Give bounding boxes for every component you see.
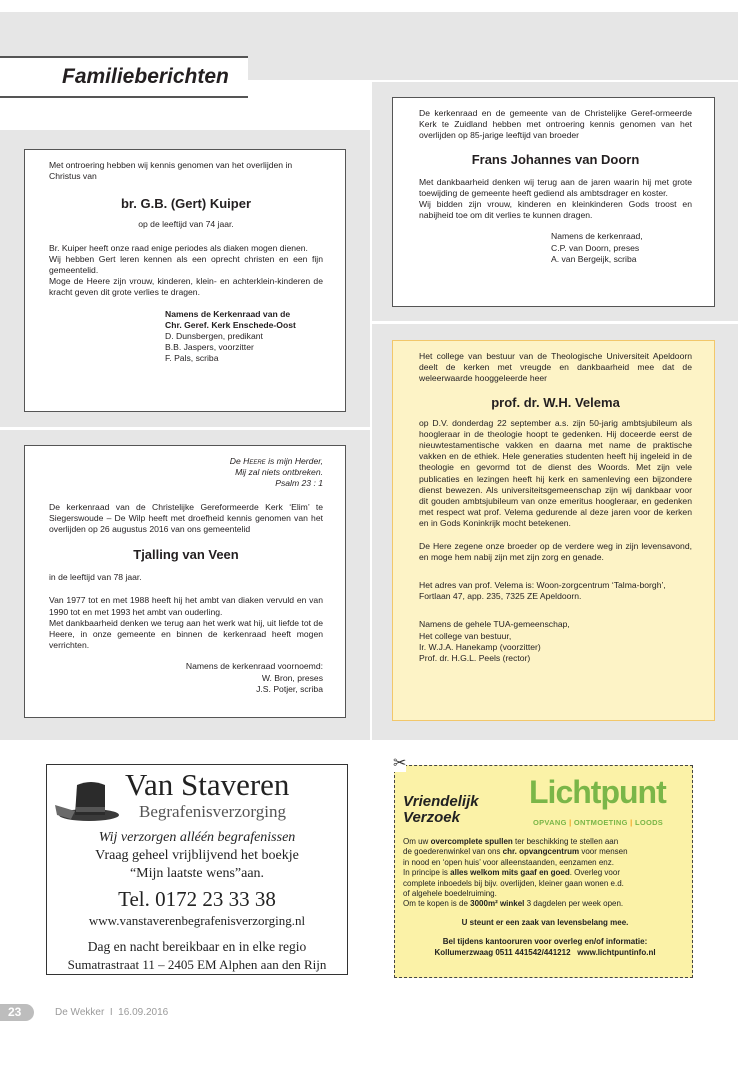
notice-kuiper (24, 149, 346, 412)
vandoorn-p1: Met dankbaarheid denken wij terug aan de jaren waarin hij met grote toewijding de gemeente heeft gediend als ambtsdrager en koster. (419, 176, 692, 198)
lichtpunt-b3: in nood en ‘open huis’ voor alleenstaanden, eenzamen enz. (403, 857, 614, 867)
vanveen-verse1b: Heere (243, 456, 266, 466)
vanstaveren-phone: Tel. 0172 23 33 38 (118, 887, 276, 911)
lichtpunt-tagline (533, 818, 663, 827)
lichtpunt-title1: Vriendelijk (403, 793, 479, 810)
vanveen-p2: Met dankbaarheid denken we terug aan het werk wat hij, uit liefde tot de Heere, in onze gemeente en binnen de kerkenraad heeft mogen verrichten. (49, 617, 323, 651)
kuiper-sign1: Namens de Kerkenraad van de (165, 308, 291, 319)
vanveen-intro: De kerkenraad van de Christelijke Gereformeerde Kerk ‘Elim’ te Siegerswoude – De Wilp heeft met droefheid kennis genomen van het overlijden op 26 augustus 2016 van ons gemeentelid (49, 501, 323, 535)
lichtpunt-b1 (403, 837, 687, 847)
lichtpunt-b2 (403, 847, 687, 857)
kuiper-sign2: Chr. Geref. Kerk Enschede-Oost (165, 319, 296, 330)
right-panel-mid-separator (372, 321, 738, 324)
vanveen-verse1 (49, 456, 323, 467)
lichtpunt-b1c: ter beschikking te stellen aan (512, 837, 619, 846)
lichtpunt-b7a: Om te kopen is de (403, 899, 471, 909)
kuiper-sign4: B.B. Jaspers, voorzitter (165, 342, 254, 353)
kuiper-intro: Met ontroering hebben wij kennis genomen van het overlijden in Christus van (49, 160, 293, 182)
top-hat-icon (53, 775, 123, 825)
vandoorn-sign2: C.P. van Doorn, preses (551, 242, 640, 253)
vandoorn-p2: Wij bidden zijn vrouw, kinderen en kleinkinderen Gods troost en nabijheid toe om dit verlies te kunnen dragen. (419, 199, 692, 221)
vanveen-age: in de leeftijd van 78 jaar. (49, 572, 142, 583)
kuiper-signature (49, 309, 323, 365)
lichtpunt-b4a: In principe is (403, 868, 451, 878)
vanstaveren-line3: “Mijn laatste wens”aan. (129, 866, 265, 881)
kuiper-sign5: F. Pals, scriba (165, 353, 219, 364)
right-header-band (248, 56, 738, 80)
vanveen-verse3: Psalm 23 : 1 (275, 478, 323, 489)
right-panel-top-separator (372, 80, 738, 82)
vanstaveren-line4: Dag en nacht bereikbaar en in elke regio (87, 939, 307, 954)
vanveen-sign3: J.S. Potjer, scriba (256, 683, 323, 694)
kuiper-p3: Moge de Heere zijn vrouw, kinderen, klein- en achterklein-kinderen de kracht geven dit grote verlies te dragen. (49, 276, 323, 298)
left-panel-mid-separator (0, 427, 370, 430)
vanveen-verse1a: De (229, 456, 244, 466)
lichtpunt-logo: Lichtpunt (529, 774, 666, 810)
lichtpunt-title (403, 794, 479, 826)
velema-signature (419, 619, 692, 664)
vanveen-sign1: Namens de kerkenraad voornoemd: (185, 661, 323, 672)
kuiper-name: br. G.B. (Gert) Kuiper (120, 196, 251, 212)
header-rule-top (0, 56, 248, 58)
lichtpunt-call: Bel tijdens kantooruren voor overleg en/of informatie: (442, 937, 648, 947)
lichtpunt-body (403, 837, 687, 958)
lichtpunt-b7 (403, 899, 687, 909)
notice-vandoorn (392, 97, 715, 307)
lichtpunt-b7c: 3 dagdelen per week open. (524, 899, 624, 909)
lichtpunt-b5: complete inboedels bij bijv. overlijden, kleiner gaan wonen e.d. (403, 878, 624, 888)
header-rule-bottom (0, 96, 248, 98)
vanveen-p1: Van 1977 tot en met 1988 heeft hij het ambt van diaken vervuld en van 1990 tot en met 1993 het ambt van ouderling. (49, 595, 323, 617)
lichtpunt-support: U steunt er een zaak van levensbelang mee. (461, 917, 629, 927)
vanstaveren-line5: Sumatrastraat 11 – 2405 EM Alphen aan den Rijn (67, 957, 327, 972)
velema-sign1: Namens de gehele TUA-gemeenschap, (419, 619, 570, 630)
vanstaveren-web: www.vanstaverenbegrafenisverzorging.nl (88, 913, 306, 928)
right-panel-separator (370, 80, 372, 740)
notice-vanveen (24, 445, 346, 718)
notice-velema (392, 340, 715, 721)
kuiper-age: op de leeftijd van 74 jaar. (138, 219, 234, 230)
vanveen-signature (49, 661, 323, 695)
lichtpunt-b1b: overcomplete spullen (430, 837, 513, 846)
vanstaveren-name: Van Staveren (125, 767, 290, 802)
vanstaveren-subtitle: Begrafenisverzorging (139, 802, 286, 821)
lichtpunt-tag2: ONTMOETING (573, 818, 628, 827)
velema-p3: Het adres van prof. Velema is: Woon-zorgcentrum ‘Talma-borgh’, Fortlaan 47, app. 235, 7325 ZE Apeldoorn. (419, 580, 666, 602)
vanveen-name: Tjalling van Veen (133, 547, 239, 563)
lichtpunt-b4 (403, 868, 687, 878)
lichtpunt-b2b: chr. opvangcentrum (502, 847, 580, 857)
velema-sign3: Ir. W.J.A. Hanekamp (voorzitter) (419, 641, 541, 652)
top-band (0, 12, 738, 56)
page-number: 23 (8, 1005, 22, 1019)
velema-sign4: Prof. dr. H.G.L. Peels (rector) (419, 653, 531, 664)
kuiper-p2: Wij hebben Gert leren kennen als een oprecht christen en een fijn gemeentelid. (49, 253, 323, 276)
vanveen-verse2: Mij zal niets ontbreken. (235, 467, 323, 478)
ad-vanstaveren (46, 764, 348, 975)
kuiper-sign3: D. Dunsbergen, predikant (165, 331, 263, 342)
issue-label: De Wekker I 16.09.2016 (55, 1007, 169, 1018)
lichtpunt-contact: Kollumerzwaag 0511 441542/441212 www.lichtpuntinfo.nl (434, 947, 656, 957)
velema-sign2: Het college van bestuur, (419, 630, 512, 641)
vandoorn-signature (419, 231, 692, 265)
vanstaveren-body (47, 829, 347, 974)
velema-intro: Het college van bestuur van de Theologische Universiteit Apeldoorn deelt de kerken met vreugde en dankbaarheid mee dat de weleerwaarde hooggeleerde heer (419, 351, 692, 384)
lichtpunt-b2a: de goederenwinkel van ons (403, 847, 503, 857)
section-title: Familieberichten (62, 65, 229, 88)
velema-p2: De Here zegene onze broeder op de verdere weg in zijn levensavond, en moge hem nabij zijn met zijn zorg en genade. (419, 540, 692, 562)
velema-p1: op D.V. donderdag 22 september a.s. zijn 50-jarig ambtsjubileum als hoogleraar in de theologie hoopt te gedenken. Hij doceerde eerst de nieuwtestamentische vakken en daarna met name de praktische vakken en de ethiek. Hele generaties studenten heeft hij ingeleid in de theologie en gevormd tot de dienst des Woords. Met zijn vele publicaties en lezingen heeft hij kerk en samenleving een bijzondere dienst bewezen. Als universiteitsgemeenschap zijn wij dankbaar voor dit gouden ambtsjubileum van onze emeritus hoogleraar, en gedenken met respect wat prof. Velema gedurende al deze jaren voor de kerken en in Gods Koninkrijk mocht betekenen. (419, 417, 692, 529)
lichtpunt-tag1: OPVANG (533, 818, 567, 827)
vandoorn-sign3: A. van Bergeijk, scriba (551, 253, 637, 264)
ad-lichtpunt (393, 755, 693, 978)
vandoorn-intro: De kerkenraad en de gemeente van de Christelijke Geref-ormeerde Kerk te Zuidland hebben met ontroering kennis genomen van het overlijden op 85-jarige leeftijd van broeder (419, 108, 692, 141)
tag-divider-1: | (566, 818, 574, 827)
vanveen-verse (49, 456, 323, 490)
lichtpunt-b4b: alles welkom mits gaaf en goed (450, 868, 570, 878)
vanstaveren-line2: Vraag geheel vrijblijvend het boekje (95, 848, 299, 863)
vanveen-sign2: W. Bron, preses (261, 672, 323, 683)
lichtpunt-b6: of algehele boedelruiming. (403, 889, 497, 899)
lichtpunt-b7b: 3000m² winkel (470, 899, 525, 909)
tag-divider-2: | (627, 818, 635, 827)
lichtpunt-b4c: . Overleg voor (569, 868, 620, 878)
scissors-icon: ✂ (393, 755, 407, 772)
vandoorn-name: Frans Johannes van Doorn (471, 151, 640, 167)
lichtpunt-tag3: LOODS (634, 818, 664, 827)
lichtpunt-b2c: voor mensen (579, 847, 628, 857)
lichtpunt-b1a: Om uw (403, 837, 431, 846)
lichtpunt-title2: Verzoek (403, 809, 460, 826)
velema-name: prof. dr. W.H. Velema (491, 394, 620, 410)
vandoorn-sign1: Namens de kerkenraad, (551, 231, 643, 242)
vanstaveren-line1: Wij verzorgen alléén begrafenissen (98, 830, 296, 845)
vanveen-verse1c: is mijn Herder, (265, 456, 323, 466)
kuiper-p1: Br. Kuiper heeft onze raad enige periodes als diaken mogen dienen. (49, 242, 308, 253)
